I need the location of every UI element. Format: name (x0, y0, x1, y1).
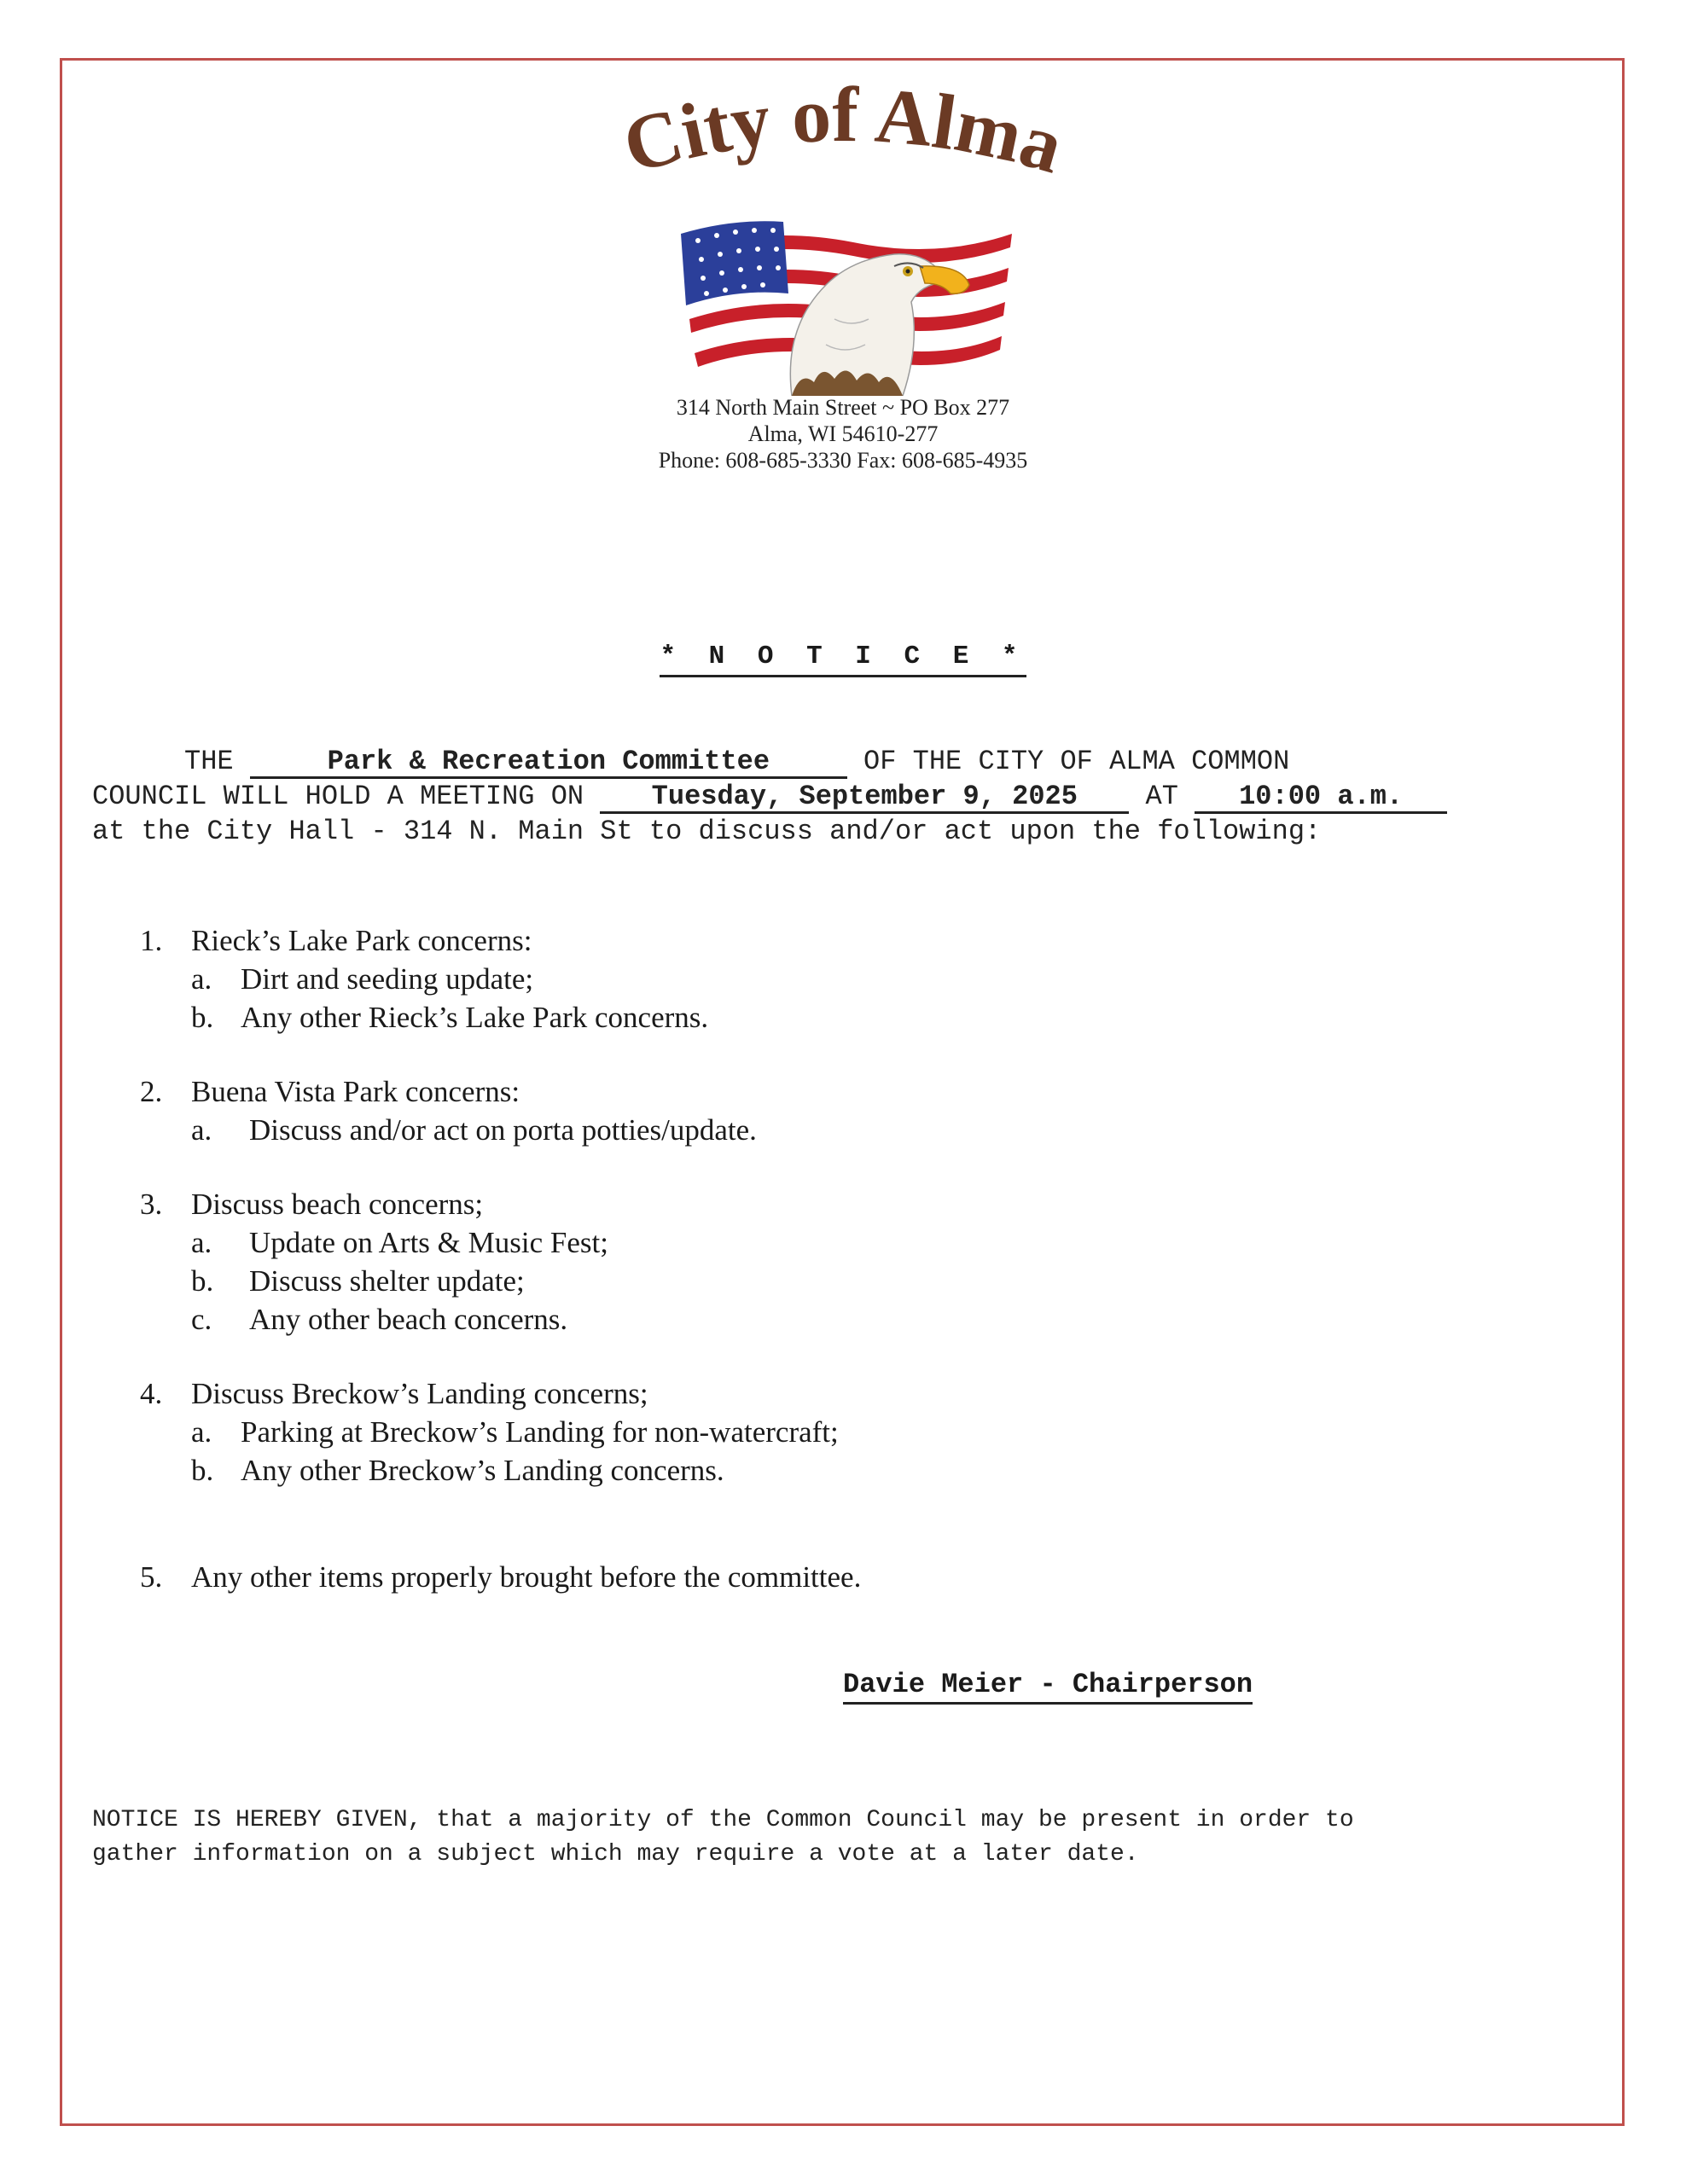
footer-line-2: gather information on a subject which may require a vote at a later date. (92, 1841, 1139, 1867)
footer-line-1: NOTICE IS HEREBY GIVEN, that a majority of the Common Council may be present in order to (92, 1807, 1354, 1833)
agenda-item-4 (140, 1374, 861, 1490)
agenda-subitem: a. Dirt and seeding update; (191, 962, 534, 996)
letterhead (0, 68, 1686, 396)
agenda-item-text: Rieck’s Lake Park concerns: (191, 924, 532, 957)
agenda-subitem: b. Any other Breckow’s Landing concerns. (191, 1454, 724, 1487)
phone-fax: Phone: 608-685-3330 Fax: 608-685-4935 (658, 448, 1028, 473)
meeting-time: 10:00 a.m. (1195, 782, 1447, 814)
intro-the: THE (184, 746, 234, 777)
agenda-subitem: a. Update on Arts & Music Fest; (191, 1226, 608, 1259)
agenda-item-2 (140, 1072, 861, 1149)
meeting-intro (92, 744, 1447, 849)
agenda-item-5 (140, 1558, 861, 1596)
committee-name: Park & Recreation Committee (250, 747, 847, 779)
street-address: 314 North Main Street ~ PO Box 277 (676, 395, 1010, 420)
agenda-item-text: Buena Vista Park concerns: (191, 1075, 520, 1108)
intro-at: AT (1145, 781, 1178, 812)
city-title-logo (544, 68, 1142, 205)
agenda-item-3 (140, 1185, 861, 1339)
svg-text:City of Alma (614, 71, 1073, 190)
agenda-item-text: Discuss beach concerns; (191, 1188, 484, 1221)
agenda-item-number: 3. (140, 1188, 163, 1221)
intro-line-1 (92, 744, 1447, 779)
city-title-text: City of Alma (613, 70, 1073, 190)
notice-heading (0, 642, 1686, 671)
agenda-item-number: 2. (140, 1075, 163, 1108)
notice-heading-text: * N O T I C E * (660, 642, 1026, 677)
agenda-item-number: 1. (140, 924, 163, 957)
agenda-item-1 (140, 921, 861, 1037)
agenda-item-text: Any other items properly brought before the committee. (191, 1560, 862, 1594)
intro-of-text: OF THE CITY OF ALMA COMMON (863, 746, 1290, 777)
footer-notice (92, 1804, 1594, 1872)
agenda-subitem: c. Any other beach concerns. (191, 1303, 568, 1336)
intro-council-text: COUNCIL WILL HOLD A MEETING ON (92, 781, 584, 812)
agenda-item-number: 5. (140, 1560, 163, 1594)
intro-line-2 (92, 779, 1447, 814)
city-state-zip: Alma, WI 54610-277 (747, 421, 939, 446)
eagle-flag-icon (664, 200, 1022, 396)
meeting-date: Tuesday, September 9, 2025 (600, 782, 1129, 814)
agenda-list (140, 921, 861, 1596)
agenda-item-number: 4. (140, 1377, 163, 1410)
address-block (0, 394, 1686, 473)
agenda-subitem: b. Any other Rieck’s Lake Park concerns. (191, 1001, 709, 1034)
agenda-subitem: a. Parking at Breckow’s Landing for non-watercraft; (191, 1415, 839, 1449)
agenda-subitem: b. Discuss shelter update; (191, 1264, 525, 1298)
chairperson-signature: Davie Meier - Chairperson (843, 1669, 1253, 1705)
agenda-subitem: a. Discuss and/or act on porta potties/update. (191, 1113, 757, 1147)
agenda-item-text: Discuss Breckow’s Landing concerns; (191, 1377, 648, 1410)
intro-line-3: at the City Hall - 314 N. Main St to discuss and/or act upon the following: (92, 816, 1322, 847)
